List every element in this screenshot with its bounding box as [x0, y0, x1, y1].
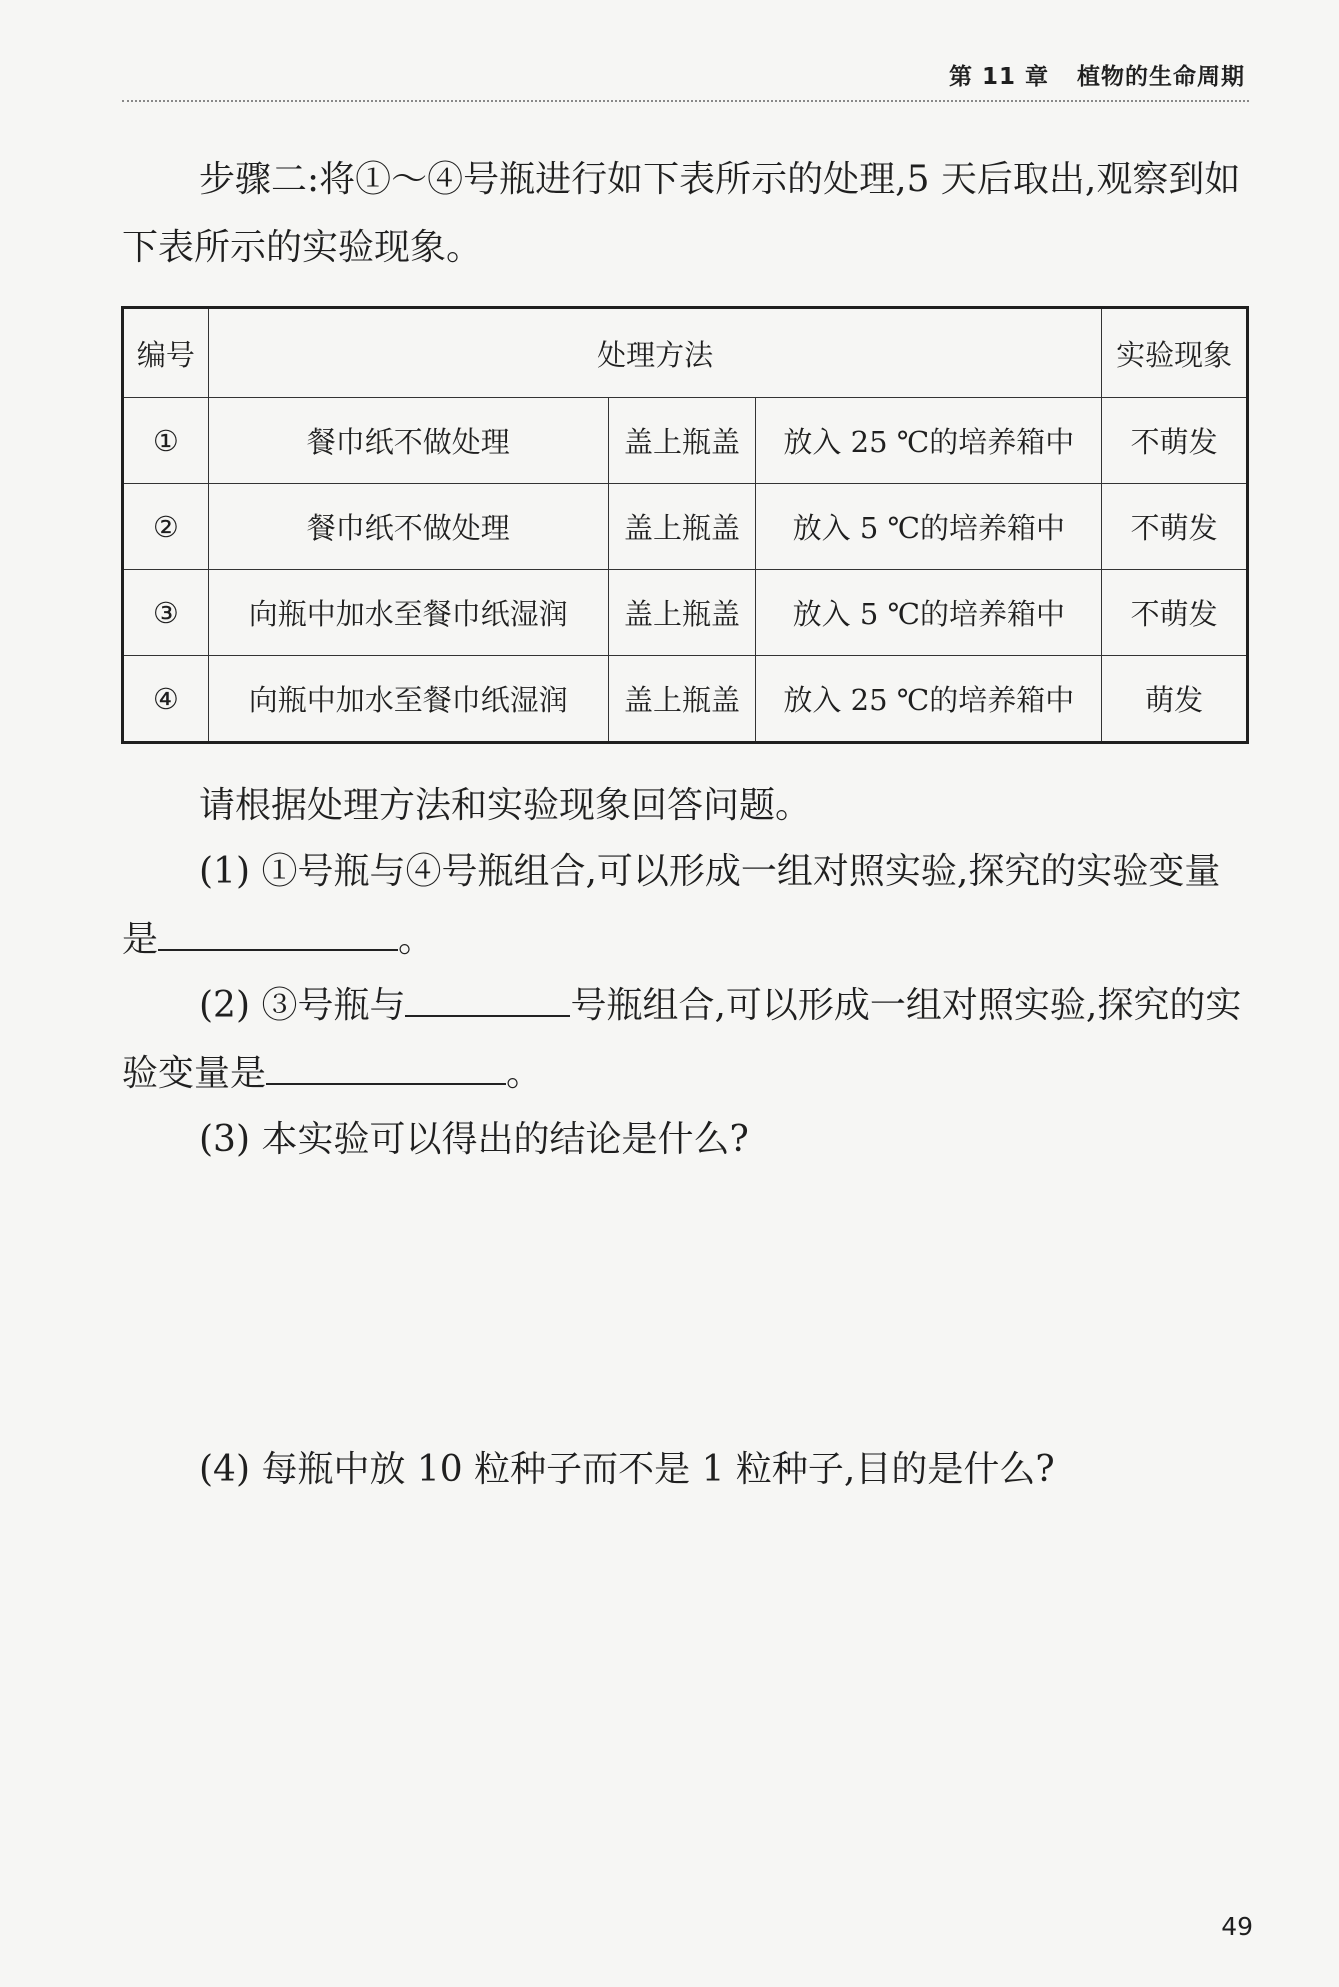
- cell-number: ②: [123, 484, 209, 570]
- experiment-table: [121, 306, 1249, 744]
- cell-temperature: 放入 5 ℃的培养箱中: [756, 570, 1102, 656]
- chapter-number: 第 11 章: [948, 64, 1049, 90]
- question-2-text-a: (2) ③号瓶与: [199, 985, 406, 1026]
- table-row: [123, 398, 1248, 484]
- header-result: 实验现象: [1102, 308, 1248, 398]
- chapter-title: 植物的生命周期: [1077, 64, 1245, 90]
- cell-napkin-treatment: 向瓶中加水至餐巾纸湿润: [208, 656, 608, 743]
- header-number: 编号: [123, 308, 209, 398]
- cell-napkin-treatment: 餐巾纸不做处理: [208, 484, 608, 570]
- table-header-row: [123, 308, 1248, 398]
- cell-result: 不萌发: [1102, 484, 1248, 570]
- running-header: [949, 58, 1245, 91]
- cell-number: ③: [123, 570, 209, 656]
- step-two-paragraph: 步骤二:将①～④号瓶进行如下表所示的处理,5 天后取出,观察到如下表所示的实验现象。: [122, 159, 1241, 268]
- cell-result: 不萌发: [1102, 570, 1248, 656]
- table-row: [123, 656, 1248, 743]
- cell-lid: 盖上瓶盖: [608, 484, 756, 570]
- question-1: [122, 838, 1250, 974]
- cell-napkin-treatment: 餐巾纸不做处理: [208, 398, 608, 484]
- cell-result: 不萌发: [1102, 398, 1248, 484]
- question-2-end: 。: [506, 1053, 543, 1094]
- cell-lid: 盖上瓶盖: [608, 570, 756, 656]
- question-2: [122, 972, 1250, 1108]
- cell-temperature: 放入 25 ℃的培养箱中: [756, 398, 1102, 484]
- cell-number: ①: [123, 398, 209, 484]
- cell-temperature: 放入 25 ℃的培养箱中: [756, 656, 1102, 743]
- cell-number: ④: [123, 656, 209, 743]
- answer-blank-2[interactable]: [405, 981, 570, 1017]
- header-method: 处理方法: [208, 308, 1102, 398]
- cell-lid: 盖上瓶盖: [608, 656, 756, 743]
- cell-result: 萌发: [1102, 656, 1248, 743]
- cell-napkin-treatment: 向瓶中加水至餐巾纸湿润: [208, 570, 608, 656]
- table-row: [123, 484, 1248, 570]
- page-number: 49: [1221, 1912, 1253, 1941]
- cell-temperature: 放入 5 ℃的培养箱中: [756, 484, 1102, 570]
- answer-blank-3[interactable]: [266, 1049, 506, 1085]
- table-row: [123, 570, 1248, 656]
- instruction-text: 请根据处理方法和实验现象回答问题。: [199, 785, 812, 826]
- question-3: (3) 本实验可以得出的结论是什么?: [199, 1119, 749, 1160]
- answer-blank-1[interactable]: [158, 915, 398, 951]
- cell-lid: 盖上瓶盖: [608, 398, 756, 484]
- question-2-text-b: 号瓶组合,可以形成一组对照实验,探究的实验变量是: [122, 985, 1242, 1094]
- header-divider: [122, 100, 1249, 102]
- question-4: (4) 每瓶中放 10 粒种子而不是 1 粒种子,目的是什么?: [199, 1449, 1055, 1490]
- question-1-end: 。: [398, 919, 435, 960]
- question-1-text: (1) ①号瓶与④号瓶组合,可以形成一组对照实验,探究的实验变量是: [122, 851, 1221, 960]
